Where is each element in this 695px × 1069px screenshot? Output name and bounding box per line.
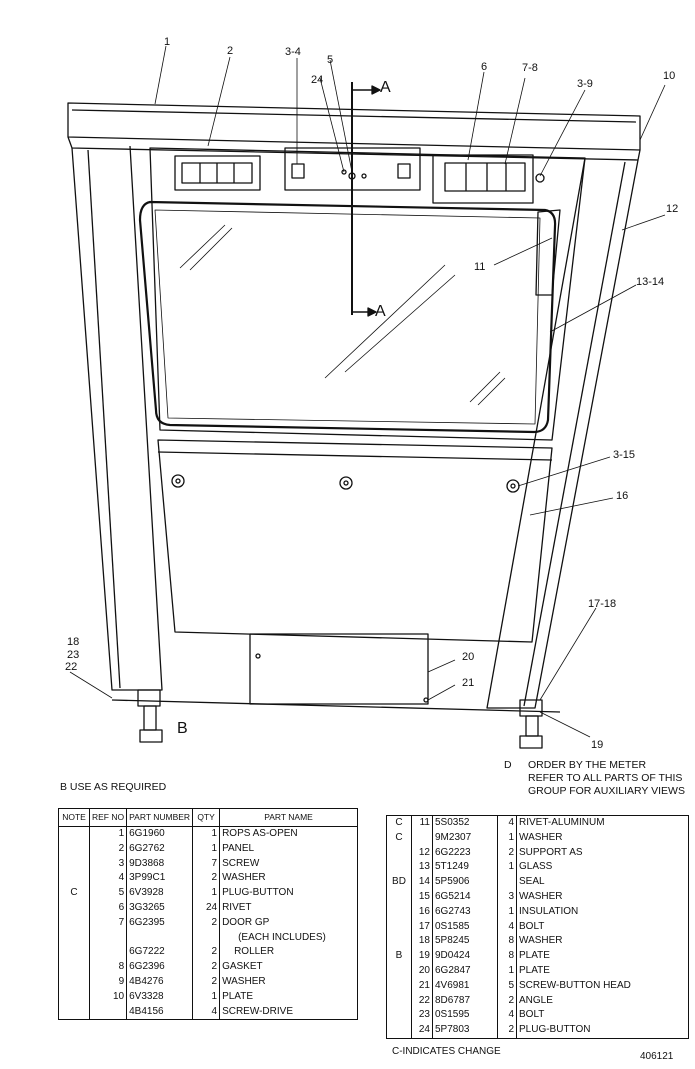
part-ref-no: 10 xyxy=(90,990,127,1005)
part-number: 6G2223 xyxy=(433,846,498,861)
part-name: DOOR GP xyxy=(222,916,270,928)
part-name: SCREW-DRIVE xyxy=(222,1005,293,1017)
part-ref-no: 2 xyxy=(90,842,127,857)
part-number: 8D6787 xyxy=(433,994,498,1009)
part-ref-no xyxy=(90,1005,127,1020)
parts-row xyxy=(59,886,358,901)
insulation-panel xyxy=(158,440,552,642)
parts-row xyxy=(387,994,689,1009)
part-number: 6G7222 xyxy=(127,945,193,960)
part-qty: 1 xyxy=(498,964,517,979)
part-ref-no: 9 xyxy=(90,975,127,990)
part-number: 6V3328 xyxy=(127,990,193,1005)
callout-21: 21 xyxy=(462,677,475,689)
part-qty: 2 xyxy=(193,916,220,931)
part-note xyxy=(387,979,412,994)
callout-3-9: 3-9 xyxy=(577,78,593,90)
part-name: RIVET-ALUMINUM xyxy=(519,817,605,828)
col-part-name: PART NAME xyxy=(220,809,358,827)
part-name: SCREW-BUTTON HEAD xyxy=(519,979,631,991)
parts-row xyxy=(387,964,689,979)
parts-row xyxy=(59,990,358,1005)
callout-23: 23 xyxy=(67,649,80,661)
parts-row xyxy=(59,931,358,946)
part-ref-no: 22 xyxy=(412,994,433,1009)
part-note xyxy=(387,920,412,935)
parts-row xyxy=(387,920,689,935)
parts-row xyxy=(59,842,358,857)
parts-row xyxy=(387,860,689,875)
callout-18: 18 xyxy=(67,636,80,648)
front-plate xyxy=(150,148,585,440)
part-ref-no: 17 xyxy=(412,920,433,935)
part-ref-no: 11 xyxy=(412,816,433,831)
part-qty: 1 xyxy=(193,842,220,857)
note-d-letter: D xyxy=(504,759,512,771)
part-name: PLATE xyxy=(519,950,550,962)
part-name: INSULATION xyxy=(519,905,579,917)
part-ref-no: 24 xyxy=(412,1023,433,1038)
view-b-label: B xyxy=(177,720,188,737)
part-qty: 2 xyxy=(498,1023,517,1038)
part-number: 5P7803 xyxy=(433,1023,498,1038)
parts-row xyxy=(387,846,689,861)
part-name: PLATE xyxy=(519,964,550,976)
panel-vent-right xyxy=(433,155,533,203)
part-note xyxy=(387,1023,412,1038)
part-qty xyxy=(193,931,220,946)
part-number: 4B4276 xyxy=(127,975,193,990)
glass-window xyxy=(140,202,555,432)
part-number: 4B4156 xyxy=(127,1005,193,1020)
part-note xyxy=(387,1008,412,1023)
bottom-plate xyxy=(250,634,428,704)
part-qty: 3 xyxy=(498,890,517,905)
part-ref-no xyxy=(90,931,127,946)
callout-6: 6 xyxy=(481,61,488,73)
parts-table-header xyxy=(59,809,358,827)
part-note xyxy=(387,905,412,920)
part-number: 5S0352 xyxy=(433,816,498,831)
part-name: ROLLER xyxy=(234,946,275,958)
part-note xyxy=(59,975,90,990)
section-a-top: A xyxy=(380,79,391,96)
part-qty: 1 xyxy=(498,860,517,875)
part-note xyxy=(59,960,90,975)
col-qty: QTY xyxy=(193,809,220,827)
part-name: RIVET xyxy=(222,901,252,913)
parts-row xyxy=(387,816,689,831)
part-ref-no: 16 xyxy=(412,905,433,920)
part-number: 9M2307 xyxy=(433,831,498,846)
parts-row xyxy=(59,901,358,916)
part-note: C xyxy=(387,816,412,831)
part-ref-no: 19 xyxy=(412,949,433,964)
part-ref-no: 3 xyxy=(90,857,127,872)
part-note: B xyxy=(387,949,412,964)
parts-table-right xyxy=(386,815,689,1039)
part-number: 6G5214 xyxy=(433,890,498,905)
part-number: 6G2762 xyxy=(127,842,193,857)
part-number: 0S1595 xyxy=(433,1008,498,1023)
part-note xyxy=(59,931,90,946)
part-ref-no: 18 xyxy=(412,934,433,949)
part-name: PANEL xyxy=(222,842,255,854)
part-ref-no: 20 xyxy=(412,964,433,979)
part-qty: 1 xyxy=(193,827,220,842)
note-d-line-2: REFER TO ALL PARTS OF THIS xyxy=(528,772,683,784)
part-name: PLATE xyxy=(222,990,253,1002)
part-qty: 7 xyxy=(193,857,220,872)
part-ref-no: 12 xyxy=(412,846,433,861)
part-note xyxy=(59,857,90,872)
parts-row xyxy=(59,857,358,872)
part-note xyxy=(387,964,412,979)
part-name: GASKET xyxy=(222,961,263,973)
callout-19: 19 xyxy=(591,739,604,751)
part-qty: 4 xyxy=(193,1005,220,1020)
part-ref-no: 23 xyxy=(412,1008,433,1023)
part-name: SCREW xyxy=(222,857,260,869)
parts-row xyxy=(387,875,689,890)
part-qty: 8 xyxy=(498,934,517,949)
part-note xyxy=(59,842,90,857)
part-number xyxy=(127,931,193,946)
parts-row xyxy=(59,871,358,886)
part-ref-no: 6 xyxy=(90,901,127,916)
part-qty: 1 xyxy=(193,990,220,1005)
part-name: (EACH INCLUDES) xyxy=(238,931,326,943)
part-ref-no xyxy=(412,831,433,846)
part-number: 6G2396 xyxy=(127,960,193,975)
part-qty: 4 xyxy=(498,920,517,935)
section-a-mid: A xyxy=(375,303,386,320)
image-code: 406121 xyxy=(640,1051,674,1062)
part-number: 9D3868 xyxy=(127,857,193,872)
part-name: PLUG-BUTTON xyxy=(519,1024,591,1036)
part-number: 3G3265 xyxy=(127,901,193,916)
callout-20: 20 xyxy=(462,651,475,663)
part-name: WASHER xyxy=(222,872,266,884)
part-number: 4V6981 xyxy=(433,979,498,994)
part-qty: 2 xyxy=(498,994,517,1009)
part-ref-no: 14 xyxy=(412,875,433,890)
parts-row xyxy=(59,827,358,842)
part-qty: 2 xyxy=(498,846,517,861)
part-qty: 8 xyxy=(498,949,517,964)
part-note xyxy=(387,934,412,949)
roof-outline xyxy=(68,103,640,150)
part-note: C xyxy=(387,831,412,846)
part-name: ANGLE xyxy=(519,994,553,1006)
part-note xyxy=(59,827,90,842)
right-mount xyxy=(520,700,542,748)
parts-row xyxy=(387,905,689,920)
callout-5: 5 xyxy=(327,54,334,66)
part-number: 0S1585 xyxy=(433,920,498,935)
part-name: ROPS AS-OPEN xyxy=(222,828,298,839)
part-number: 6G2847 xyxy=(433,964,498,979)
callout-2: 2 xyxy=(227,45,234,57)
part-qty: 2 xyxy=(193,975,220,990)
part-number: 5P5906 xyxy=(433,875,498,890)
note-d-line-3: GROUP FOR AUXILIARY VIEWS xyxy=(528,785,685,797)
part-qty: 4 xyxy=(498,1008,517,1023)
parts-row xyxy=(59,975,358,990)
part-name: GLASS xyxy=(519,861,553,873)
part-qty xyxy=(498,875,517,890)
col-note: NOTE xyxy=(59,809,90,827)
part-note: C xyxy=(59,886,90,901)
part-name: BOLT xyxy=(519,1009,545,1021)
right-post xyxy=(487,158,638,708)
part-qty: 5 xyxy=(498,979,517,994)
part-name: PLUG-BUTTON xyxy=(222,887,294,899)
callout-3-15: 3-15 xyxy=(613,449,636,461)
parts-row xyxy=(387,1023,689,1038)
part-name: WASHER xyxy=(519,831,563,843)
part-number: 5T1249 xyxy=(433,860,498,875)
col-ref: REF NO xyxy=(90,809,127,827)
part-qty: 4 xyxy=(498,816,517,831)
part-ref-no: 1 xyxy=(90,827,127,842)
parts-row xyxy=(387,1008,689,1023)
parts-row xyxy=(59,945,358,960)
part-ref-no: 13 xyxy=(412,860,433,875)
part-note xyxy=(59,871,90,886)
part-name: WASHER xyxy=(519,935,563,947)
part-note xyxy=(59,1005,90,1020)
part-note xyxy=(387,846,412,861)
part-note xyxy=(59,901,90,916)
callout-3-4: 3-4 xyxy=(285,46,301,58)
part-name: BOLT xyxy=(519,920,545,932)
callout-7-8: 7-8 xyxy=(522,62,538,74)
part-ref-no: 15 xyxy=(412,890,433,905)
part-ref-no xyxy=(90,945,127,960)
parts-row xyxy=(387,949,689,964)
left-post xyxy=(72,146,162,690)
callout-10: 10 xyxy=(663,70,676,82)
part-name: WASHER xyxy=(222,975,266,987)
part-name: SUPPORT AS xyxy=(519,846,583,858)
part-qty: 24 xyxy=(193,901,220,916)
callout-11: 11 xyxy=(474,261,486,273)
part-note xyxy=(59,916,90,931)
part-qty: 2 xyxy=(193,945,220,960)
note-d xyxy=(528,759,685,798)
part-number: 5P8245 xyxy=(433,934,498,949)
part-note xyxy=(387,860,412,875)
parts-row xyxy=(59,1005,358,1020)
part-note xyxy=(59,945,90,960)
callout-12: 12 xyxy=(666,203,679,215)
parts-row xyxy=(387,890,689,905)
note-b: B USE AS REQUIRED xyxy=(60,781,167,793)
part-ref-no: 4 xyxy=(90,871,127,886)
part-name: WASHER xyxy=(519,890,563,902)
col-part-number: PART NUMBER xyxy=(127,809,193,827)
part-name: SEAL xyxy=(519,876,545,888)
part-qty: 1 xyxy=(498,831,517,846)
part-number: 9D0424 xyxy=(433,949,498,964)
callout-17-18: 17-18 xyxy=(588,598,617,610)
callout-24: 24 xyxy=(311,74,324,86)
part-ref-no: 21 xyxy=(412,979,433,994)
part-qty: 2 xyxy=(193,960,220,975)
part-number: 6G2395 xyxy=(127,916,193,931)
callout-22: 22 xyxy=(65,661,78,673)
callout-1: 1 xyxy=(164,36,171,48)
part-note xyxy=(59,990,90,1005)
part-note xyxy=(387,890,412,905)
parts-row xyxy=(59,916,358,931)
left-mount xyxy=(138,690,162,742)
change-note: C-INDICATES CHANGE xyxy=(392,1046,501,1057)
parts-row xyxy=(59,960,358,975)
parts-row xyxy=(387,979,689,994)
parts-table-left xyxy=(58,808,358,1020)
part-number: 6G1960 xyxy=(127,827,193,842)
part-qty: 2 xyxy=(193,871,220,886)
callout-16: 16 xyxy=(616,490,629,502)
part-ref-no: 8 xyxy=(90,960,127,975)
part-note: BD xyxy=(387,875,412,890)
callout-13-14: 13-14 xyxy=(636,276,665,288)
part-note xyxy=(387,994,412,1009)
part-ref-no: 5 xyxy=(90,886,127,901)
note-d-line-1: ORDER BY THE METER xyxy=(528,759,647,771)
part-number: 6G2743 xyxy=(433,905,498,920)
parts-row xyxy=(387,831,689,846)
part-qty: 1 xyxy=(498,905,517,920)
part-number: 6V3928 xyxy=(127,886,193,901)
parts-row xyxy=(387,934,689,949)
part-qty: 1 xyxy=(193,886,220,901)
part-ref-no: 7 xyxy=(90,916,127,931)
part-number: 3P99C1 xyxy=(127,871,193,886)
